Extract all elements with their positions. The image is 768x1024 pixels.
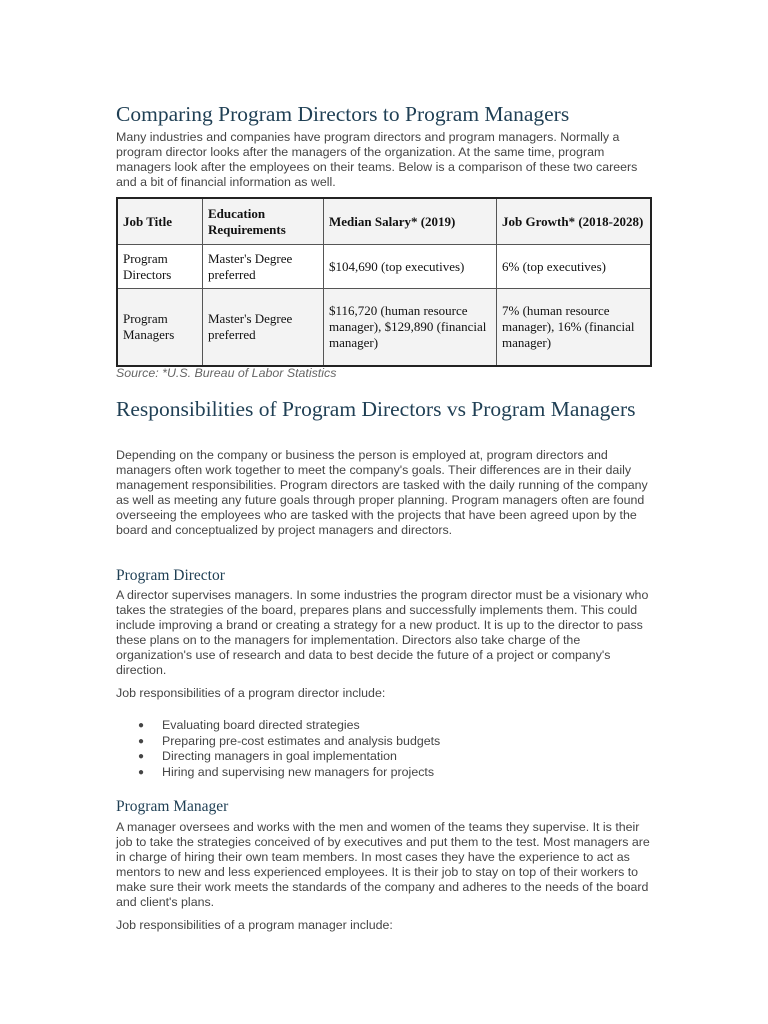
table-source-caption: Source: *U.S. Bureau of Labor Statistics xyxy=(116,366,337,380)
table-row xyxy=(117,245,651,289)
responsibilities-paragraph: Depending on the company or business the person is employed at, program directors and managers often work together to meet the company's goals. Their differences are in their daily management responsibilities. Program directors are tasked with the daily running of the company as well as meeting any future goals through proper planning. Program managers often are found overseeing the employees who are tasked with the projects that have been agreed upon by the board and conceptualized by project managers and directors. xyxy=(116,448,648,537)
program-director-paragraph: A director supervises managers. In some industries the program director must be a visionary who takes the strategies of the board, prepares plans and successfully implements them. This could include improving a brand or creating a strategy for a new product. It is up to the director to pass these plans on to the managers for implementation. Directors also take charge of the organization's use of research and data to best decide the future of a project or company's direction. xyxy=(116,588,649,677)
table-cell: Program Directors xyxy=(117,245,203,289)
program-manager-paragraph: A manager oversees and works with the men and women of the teams they supervise. It is their job to take the strategies conceived of by executives and put them to the test. Most managers are in charge of hiring their own team members. In most cases they have the experience to act as mentors to new and less experienced employees. It is their job to stay on top of their workers to make sure their work meets the standards of the company and adheres to the needs of the board and client's plans. xyxy=(116,820,650,909)
manager-responsibilities-lead: Job responsibilities of a program manager include: xyxy=(116,918,393,932)
program-manager-heading: Program Manager xyxy=(116,798,229,815)
table-cell: $116,720 (human resource manager), $129,890 (financial manager) xyxy=(324,289,497,367)
header-cell-job-title: Job Title xyxy=(117,198,203,245)
list-item xyxy=(116,734,440,750)
intro-paragraph: Many industries and companies have program directors and program managers. Normally a program director looks after the managers of the organization. At the same time, program managers look after the employees on their teams. Below is a comparison of these two careers and a bit of financial information as well. xyxy=(116,130,638,189)
comparison-table xyxy=(116,197,652,367)
list-item xyxy=(116,718,440,734)
list-item-text: Hiring and supervising new managers for projects xyxy=(162,764,435,779)
bullet-icon: ● xyxy=(138,766,145,778)
list-item-text: Preparing pre-cost estimates and analysis budgets xyxy=(162,733,441,748)
table-row xyxy=(117,289,651,367)
bullet-icon: ● xyxy=(138,735,145,747)
section-title-responsibilities: Responsibilities of Program Directors vs Program Managers xyxy=(116,397,636,421)
table-cell: Program Managers xyxy=(117,289,203,367)
bullet-icon: ● xyxy=(138,751,145,763)
list-item xyxy=(116,765,440,781)
header-cell-education: Education Requirements xyxy=(203,198,324,245)
header-cell-job-growth: Job Growth* (2018-2028) xyxy=(497,198,652,245)
table-cell: 6% (top executives) xyxy=(497,245,652,289)
table-cell: Master's Degree preferred xyxy=(203,289,324,367)
bullet-icon: ● xyxy=(138,720,145,731)
director-responsibilities-lead: Job responsibilities of a program director include: xyxy=(116,686,386,700)
table-cell: $104,690 (top executives) xyxy=(324,245,497,289)
table-cell: 7% (human resource manager), 16% (financial manager) xyxy=(497,289,652,367)
list-item-text: Evaluating board directed strategies xyxy=(162,718,360,732)
header-cell-median-salary: Median Salary* (2019) xyxy=(324,198,497,245)
table-cell: Master's Degree preferred xyxy=(203,245,324,289)
page-title: Comparing Program Directors to Program Managers xyxy=(116,102,570,126)
director-responsibilities-list xyxy=(116,718,440,780)
list-item-text: Directing managers in goal implementation xyxy=(162,749,397,764)
table-header-row xyxy=(117,198,651,245)
list-item xyxy=(116,749,440,765)
program-director-heading: Program Director xyxy=(116,567,225,584)
